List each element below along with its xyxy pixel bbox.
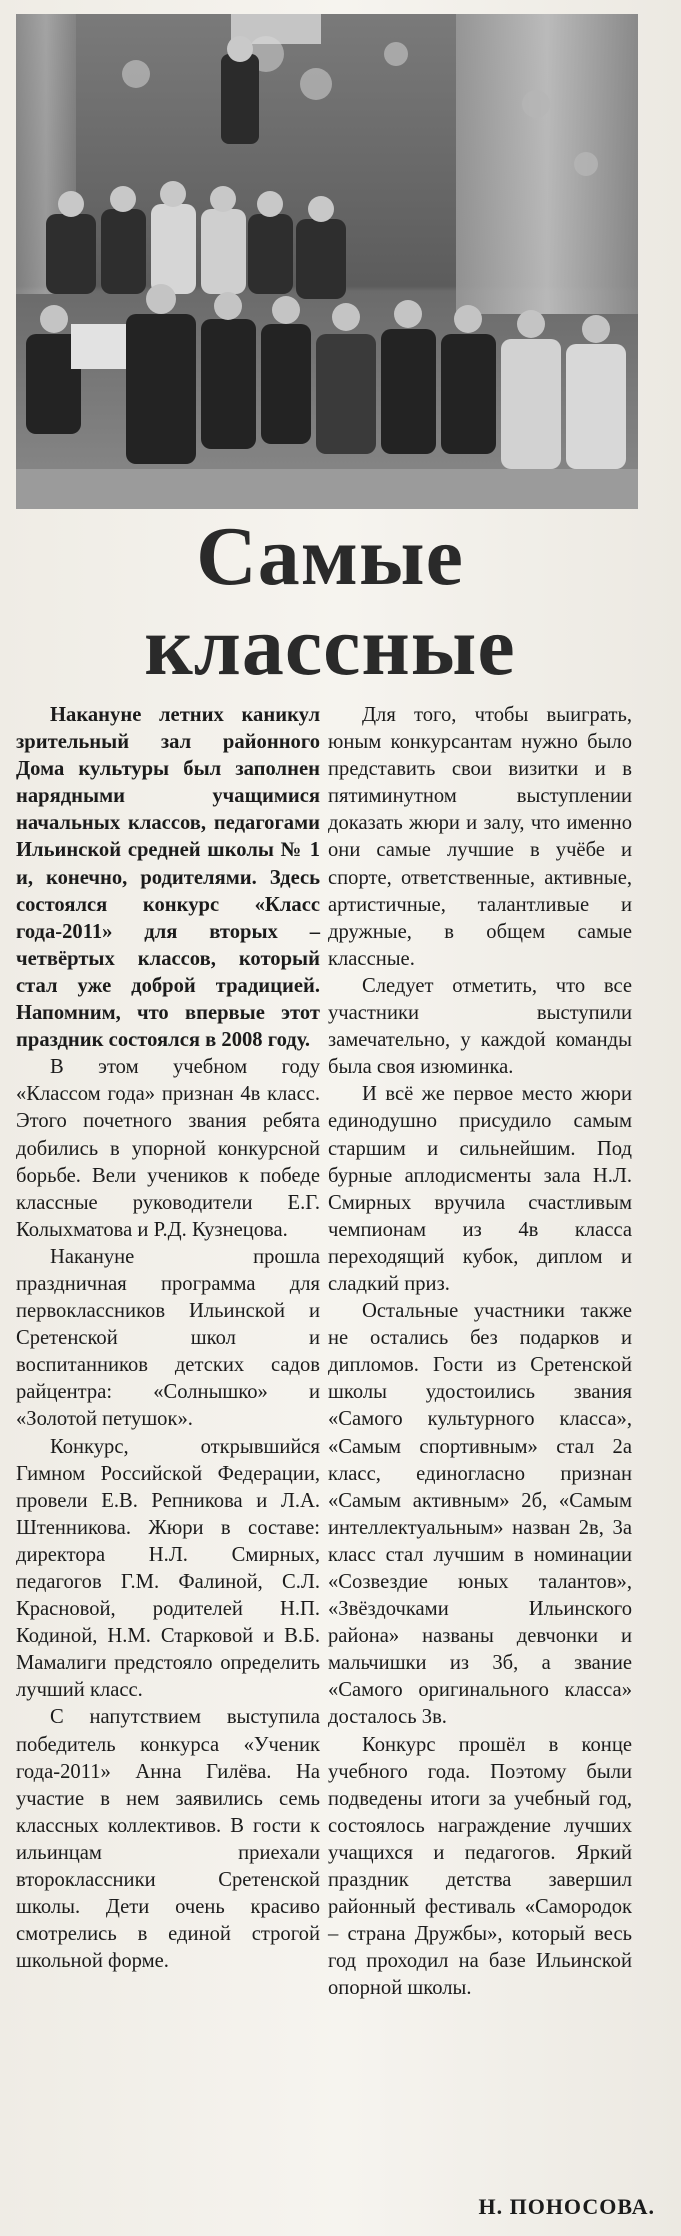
body-paragraph: Конкурс, открывшийся Гимном Российской Федерации, провели Е.В. Репникова и Л.А. Штенникова. Жюри в составе: директора Н.Л. Смирных, педагогов Г.М. Фалиной, С.Л. Красновой, родителей Н.П. Кодиной, Н.М. Старковой и В.Б. Мамалиги предстояло определить лучший класс. xyxy=(16,1435,320,1702)
body-paragraph: Остальные участники также не остались без подарков и дипломов. Гости из Сретенской школы удостоились звания «Самого культурного класса», «Самым спортивным» стал 2а класс, единогласно признан «Самым активным» 2б, «Самым интеллектуальным» назван 2в, 3а класс стал лучшим в номинации «Созвездие юных талантов», «Звёздочками Ильинского района» названы девчонки и мальчишки из 3б, а звание «Самого оригинального класса» досталось 3в. xyxy=(328,1300,632,1729)
body-paragraph: Следует отметить, что все участники выступили замечательно, у каждой команды была своя изюминка. xyxy=(328,974,632,1079)
body-paragraph: С напутствием выступила победитель конкурса «Ученик года-2011» Анна Гилёва. На участие в нем заявились семь классных коллективов. В гости к ильинцам приехали второклассники Сретенской школы. Дети очень красиво смотрелись в единой строгой школьной форме. xyxy=(16,1706,320,1973)
body-paragraph: Конкурс прошёл в конце учебного года. Поэтому были подведены итоги за учебный год, состоялось награждение лучших учащихся и педагогов. Яркий праздник детства завершил районный фестиваль «Самородок – страна Дружбы», который весь год проходил на базе Ильинской опорной школы. xyxy=(328,1733,632,2000)
body-paragraph: Накануне прошла праздничная программа для первоклассников Ильинской и Сретенской школ и воспитанников детских садов райцентра: «Солнышко» и «Золотой петушок». xyxy=(16,1245,320,1431)
article-column-left xyxy=(16,702,320,1975)
headline-line-1: Самые xyxy=(196,510,464,603)
article-column-right xyxy=(328,702,632,2003)
lead-paragraph: Накануне летних каникул зрительный зал районного Дома культуры был заполнен нарядными учащимися начальных классов, педагогами Ильинской средней школы № 1 и, конечно, родителями. Здесь состоялся конкурс «Класс года-2011» для вторых – четвёртых классов, который стал уже доброй традицией. Напомним, что впервые этот праздник состоялся в 2008 году. xyxy=(16,704,320,1052)
body-paragraph: В этом учебном году «Классом года» признан 4в класс. Этого почетного звания ребята добились в упорной конкурсной борьбе. Вели учеников к победе классные руководители Е.Г. Колыхматова и Р.Д. Кузнецова. xyxy=(16,1056,320,1241)
class-group-photo xyxy=(16,14,638,509)
headline-line-2: классные xyxy=(144,600,516,693)
author-signature: Н. ПОНОСОВА. xyxy=(478,2194,655,2219)
body-paragraph: И всё же первое место жюри единодушно присудило самым старшим и сильнейшим. Под бурные аплодисменты зала Н.Л. Смирных вручила счастливым чемпионам из 4в класса переходящий кубок, диплом и сладкий приз. xyxy=(328,1083,632,1295)
article-headline xyxy=(20,512,640,692)
article-photo xyxy=(16,14,638,509)
body-paragraph: Для того, чтобы выиграть, юным конкурсантам нужно было представить свои визитки и в пятиминутном выступлении доказать жюри и залу, что именно они самые лучшие в учёбе и спорте, ответственные, активные, артистичные, талантливые и дружные, в общем самые классные. xyxy=(328,704,632,970)
